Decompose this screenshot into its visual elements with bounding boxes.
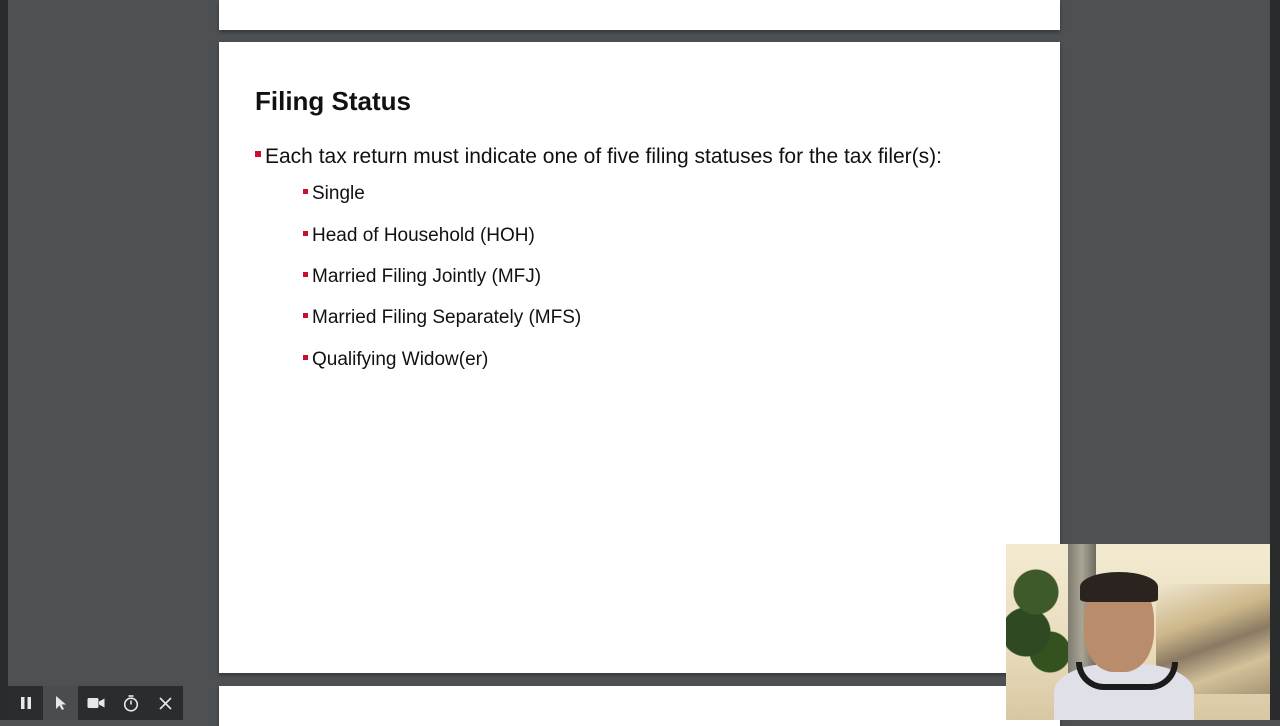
current-slide bbox=[219, 42, 1060, 673]
presenter-hair bbox=[1080, 572, 1158, 602]
status-item-hoh bbox=[303, 225, 535, 247]
camera-button[interactable] bbox=[78, 686, 113, 720]
status-item-single bbox=[303, 183, 365, 205]
status-label: Married Filing Jointly (MFJ) bbox=[312, 266, 542, 287]
close-icon bbox=[159, 697, 172, 710]
status-item-widower bbox=[303, 349, 488, 371]
status-label: Married Filing Separately (MFS) bbox=[312, 307, 582, 328]
headphones bbox=[1076, 662, 1178, 690]
pointer-button[interactable] bbox=[43, 686, 78, 720]
status-label: Qualifying Widow(er) bbox=[312, 349, 489, 370]
bullet-marker-icon bbox=[303, 272, 308, 277]
pause-icon bbox=[19, 696, 33, 710]
close-button[interactable] bbox=[148, 686, 183, 720]
next-slide-edge[interactable] bbox=[219, 686, 1060, 726]
bullet-marker-icon bbox=[303, 313, 308, 318]
intro-bullet bbox=[255, 145, 942, 169]
left-edge bbox=[0, 0, 8, 720]
pointer-icon bbox=[54, 695, 68, 711]
right-edge bbox=[1270, 0, 1280, 720]
bullet-marker-icon bbox=[303, 231, 308, 236]
timer-button[interactable] bbox=[113, 686, 148, 720]
status-item-mfj bbox=[303, 266, 541, 288]
status-item-mfs bbox=[303, 307, 581, 329]
camera-icon bbox=[87, 697, 105, 709]
status-label: Single bbox=[312, 183, 365, 204]
pause-button[interactable] bbox=[8, 686, 43, 720]
recording-toolbar bbox=[8, 686, 183, 720]
intro-text: Each tax return must indicate one of five filing statuses for the tax filer(s): bbox=[265, 145, 942, 168]
status-label: Head of Household (HOH) bbox=[312, 225, 535, 246]
timer-icon bbox=[123, 695, 139, 712]
bullet-marker-icon bbox=[303, 355, 308, 360]
presenter-webcam bbox=[1006, 544, 1270, 720]
bullet-marker-icon bbox=[255, 151, 261, 157]
previous-slide-edge[interactable] bbox=[219, 0, 1060, 30]
webcam-plant bbox=[1006, 552, 1068, 682]
bullet-marker-icon bbox=[303, 189, 308, 194]
slide-title: Filing Status bbox=[255, 86, 411, 116]
